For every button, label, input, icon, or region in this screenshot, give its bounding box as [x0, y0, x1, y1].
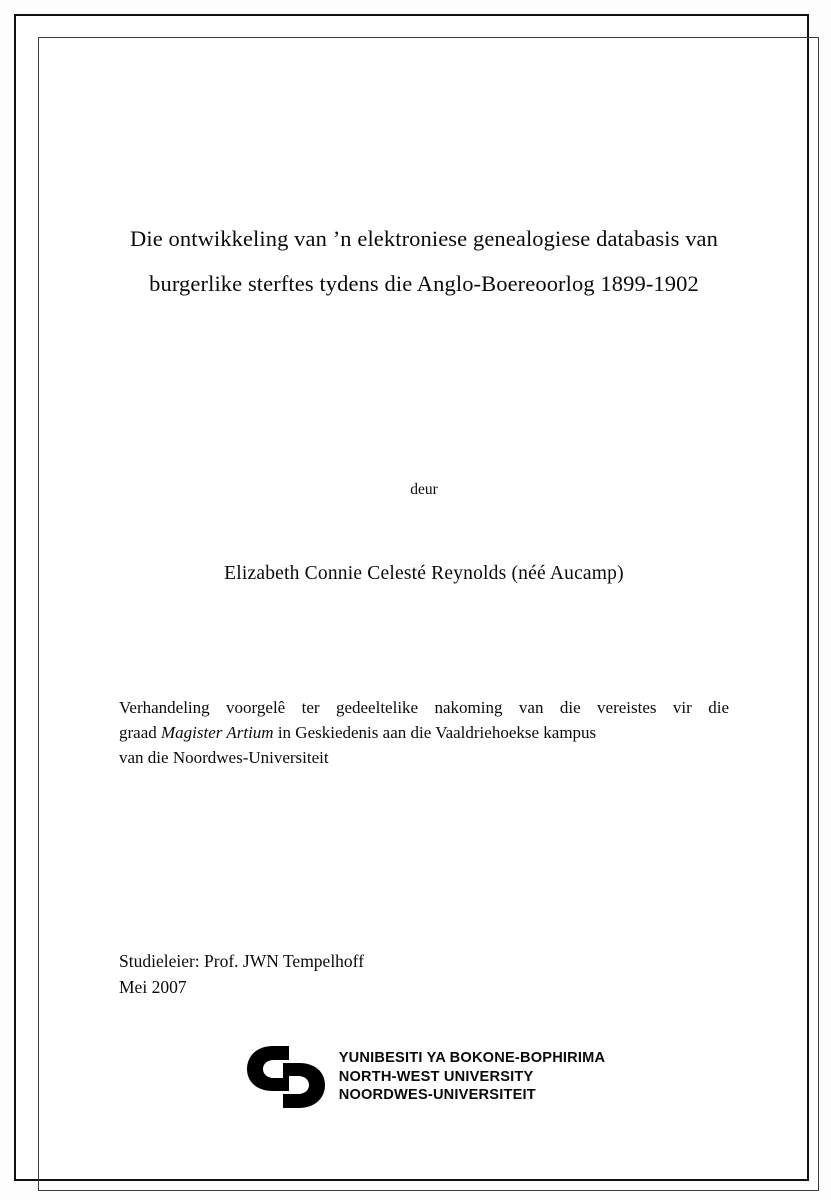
supervisor-line: Studieleier: Prof. JWN Tempelhoff [119, 951, 365, 971]
degree-statement-line-3: van die Noordwes-Universiteit [119, 748, 329, 767]
degree-statement-line-2-suffix: in Geskiedenis aan die Vaaldriehoekse kampus [273, 723, 597, 742]
degree-name-italic: Magister Artium [161, 723, 274, 742]
degree-statement-line-2-prefix: graad [119, 723, 162, 742]
university-logo-text [339, 1049, 606, 1105]
logo-text-line-3: NOORDWES-UNIVERSITEIT [338, 1087, 536, 1104]
degree-statement [119, 695, 729, 770]
north-west-university-logo-mark-icon [243, 1042, 329, 1112]
title-line-1: Die ontwikkeling van ’n elektroniese genealogiese databasis van [130, 226, 718, 251]
scan-border [14, 14, 809, 1181]
title-line-2: burgerlike sterftes tydens die Anglo-Boereoorlog 1899-1902 [149, 271, 699, 296]
logo-text-line-2: NORTH-WEST UNIVERSITY [338, 1068, 534, 1085]
degree-statement-line-1: Verhandeling voorgelê ter gedeeltelike nakoming van die vereistes vir die [119, 698, 729, 717]
supervisor-block [119, 948, 754, 1000]
author-name: Elizabeth Connie Celesté Reynolds (néé Aucamp) [224, 563, 624, 584]
logo-text-line-1: YUNIBESITI YA BOKONE-BOPHIRIMA [338, 1050, 606, 1067]
page-title [94, 216, 754, 306]
degree-statement-line-2 [119, 720, 729, 745]
title-page-content [94, 56, 754, 1166]
university-logo [94, 1042, 754, 1112]
date-line: Mei 2007 [119, 977, 187, 997]
by-label: deur [410, 481, 438, 498]
